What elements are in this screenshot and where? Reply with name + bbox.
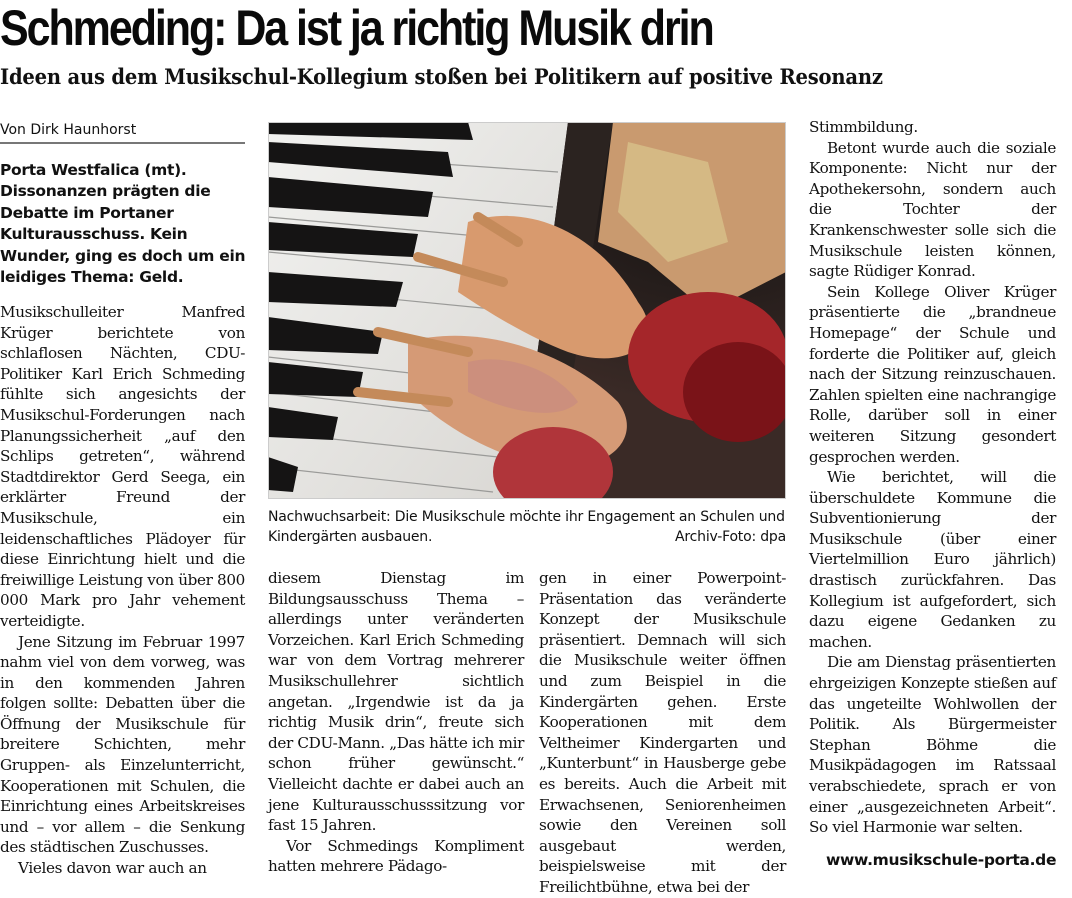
paragraph: Stimmbildung.: [809, 118, 918, 136]
paragraph: Vieles davon war auch an: [18, 859, 207, 878]
photo-credit: Archiv-Foto: dpa: [675, 529, 786, 545]
paragraph: gen in einer Powerpoint-Präsentation das veränderte Konzept der Musikschule präsentiert. Demnach will sich die Musikschule weiter öffnen und zum Beispiel in die Kindergärten gehen. Erste Kooperationen mit dem Veltheimer Kindergarten und „Kunterbunt“ in Hausberge gebe es bereits. Auch die Arbeit mit Erwachsenen, Seniorenheimen sowie den Vereinen soll ausgebaut werden, beispielsweise mit der Freilichtbühne, etwa bei der: [539, 569, 786, 896]
article-column-2: [268, 568, 524, 877]
lead-paragraph: Porta Westfalica (mt). Dissonanzen prägten die Debatte im Portaner Kulturausschuss. Kein Wunder, ging es doch um ein leidiges Thema: Geld.: [0, 161, 246, 287]
piano-hands-image: [268, 122, 786, 499]
article-column-1: [0, 302, 245, 879]
paragraph: Vor Schmedings Kompliment hatten mehrere Pädago-: [268, 836, 524, 876]
subheadline: Ideen aus dem Musikschul-Kollegium stoßen bei Politikern auf positive Resonanz: [0, 64, 883, 89]
caption-text: Nachwuchsarbeit: Die Musikschule möchte ihr Engagement an Schulen und Kindergärten ausbauen.: [268, 509, 785, 545]
website-link[interactable]: www.musikschule-porta.de: [826, 851, 1057, 869]
paragraph: Wie berichtet, will die überschuldete Kommune die Subventionierung der Musikschule (über einer Viertelmillion Euro jährlich) drastisch zurückfahren. Das Kollegium ist aufgefordert, sich dazu eigene Gedanken zu machen.: [809, 468, 1056, 651]
article-column-4: [809, 117, 1056, 838]
paragraph: Jene Sitzung im Februar 1997 nahm viel von dem vorweg, was in den kommenden Jahren folgen sollte: Debatten über die Öffnung der Musikschule für breitere Schichten, mehr Gruppen- als Einzelunterricht, Kooperationen mit Schulen, die Einrichtung eines Arbeitskreises und – vor allem – die Senkung des städtischen Zuschusses.: [0, 632, 245, 857]
article-column-3: [539, 568, 786, 898]
paragraph: Betont wurde auch die soziale Komponente: Nicht nur der Apothekersohn, sondern auch die Tochter der Krankenschwester solle sich die Musikschule leisten können, sagte Rüdiger Konrad.: [809, 138, 1056, 281]
piano-photo: [268, 122, 786, 499]
paragraph: Musikschulleiter Manfred Krüger berichtete von schlaflosen Nächten, CDU-Politiker Karl Erich Schmeding fühlte sich angesichts der Musikschul-Forderungen nach Planungssicherheit „auf den Schlips getreten“, während Stadtdirektor Gerd Seega, ein erklärter Freund der Musikschule, ein leidenschaftliches Plädoyer für diese Einrichtung hielt und die freiwillige Leistung von über 800 000 Mark pro Jahr vehement verteidigte.: [0, 303, 245, 630]
paragraph: diesem Dienstag im Bildungsausschuss Thema – allerdings unter veränderten Vorzeichen. Karl Erich Schmeding war von dem Vortrag mehrerer Musikschullehrer sichtlich angetan. „Irgendwie ist da ja richtig Musik drin“, freute sich der CDU-Mann. „Das hätte ich mir schon früher gewünscht.“ Vielleicht dachte er dabei auch an jene Kulturausschusssitzung vor fast 15 Jahren.: [268, 569, 524, 835]
paragraph: Die am Dienstag präsentierten ehrgeizigen Konzepte stießen auf das ungeteilte Wohlwollen der Politik. Als Bürgermeister Stephan Böhme die Musikpädagogen im Ratssaal verabschiedete, sprach er von einer „ausgezeichneten Arbeit“. So viel Harmonie war selten.: [809, 653, 1057, 837]
photo-caption: [268, 507, 786, 547]
headline: Schmeding: Da ist ja richtig Musik drin: [0, 0, 713, 56]
byline: Von Dirk Haunhorst: [0, 121, 245, 144]
paragraph: Sein Kollege Oliver Krüger präsentierte die „brandneue Homepage“ der Schule und forderte die Politiker auf, gleich nach der Sitzung reinzuschauen. Zahlen spielten eine nachrangige Rolle, darüber soll in einer weiteren Sitzung gesondert gesprochen werden.: [809, 282, 1056, 466]
